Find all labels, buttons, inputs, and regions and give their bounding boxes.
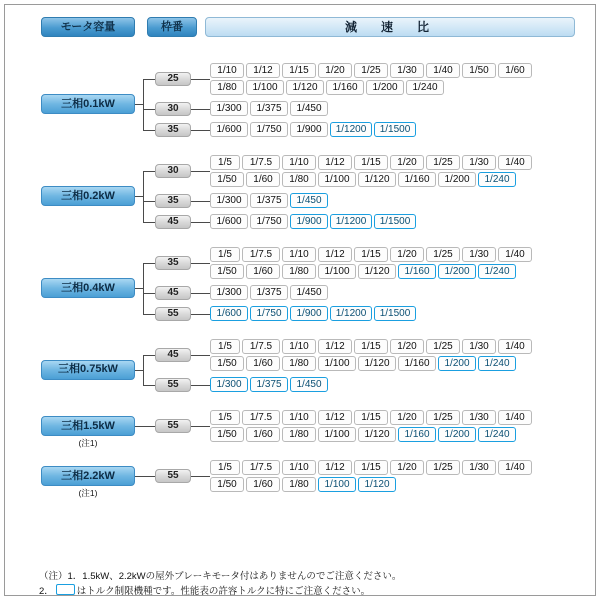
ratio-cell[interactable]: 1/100 [318, 264, 356, 279]
ratio-cell[interactable]: 1/375 [250, 285, 288, 300]
ratio-cell[interactable]: 1/60 [246, 427, 280, 442]
capacity-pill[interactable]: 三相1.5kW [41, 416, 135, 436]
ratio-cell[interactable]: 1/50 [462, 63, 496, 78]
ratio-cell[interactable]: 1/160 [398, 427, 436, 442]
ratio-cell[interactable]: 1/60 [498, 63, 532, 78]
ratio-cell[interactable]: 1/12 [318, 247, 352, 262]
connector-capacity [135, 370, 143, 371]
header-ratio: 減 速 比 [205, 17, 575, 37]
ratio-cell[interactable]: 1/40 [426, 63, 460, 78]
ratio-cell[interactable]: 1/80 [282, 477, 316, 492]
frame-no-pill[interactable]: 35 [155, 194, 191, 208]
ratio-cell[interactable]: 1/7.5 [242, 155, 280, 170]
ratio-cell[interactable]: 1/25 [426, 410, 460, 425]
ratio-cell[interactable]: 1/80 [282, 264, 316, 279]
ratio-cell[interactable]: 1/50 [210, 172, 244, 187]
ratio-cell[interactable]: 1/5 [210, 460, 240, 475]
ratio-cell[interactable]: 1/240 [406, 80, 444, 95]
capacity-group [41, 94, 135, 114]
ratio-cell[interactable]: 1/12 [318, 410, 352, 425]
ratio-cell[interactable]: 1/20 [390, 247, 424, 262]
ratio-cell[interactable]: 1/450 [290, 101, 328, 116]
ratio-cell[interactable]: 1/40 [498, 460, 532, 475]
ratio-cell[interactable]: 1/120 [358, 264, 396, 279]
ratio-cell[interactable]: 1/120 [358, 356, 396, 371]
frame-no-pill[interactable]: 25 [155, 72, 191, 86]
connector-trunk-to-frame [143, 263, 155, 264]
ratio-cell[interactable]: 1/120 [358, 427, 396, 442]
ratio-cell[interactable]: 1/450 [290, 193, 328, 208]
ratio-cell[interactable]: 1/100 [318, 477, 356, 492]
ratio-cell[interactable]: 1/60 [246, 477, 280, 492]
ratio-cell[interactable]: 1/60 [246, 356, 280, 371]
diagram-frame [4, 4, 596, 596]
ratio-cell[interactable]: 1/450 [290, 377, 328, 392]
ratio-cell[interactable]: 1/600 [210, 122, 248, 137]
connector-frame-to-ratio [191, 355, 210, 356]
ratio-cell[interactable]: 1/10 [210, 63, 244, 78]
frame-no-pill[interactable]: 45 [155, 215, 191, 229]
capacity-note: (注1) [78, 488, 98, 498]
frame-no-pill[interactable]: 45 [155, 286, 191, 300]
header-frame-no: 枠番 [147, 17, 197, 37]
ratio-cell[interactable]: 1/80 [282, 427, 316, 442]
frame-no-pill[interactable]: 55 [155, 307, 191, 321]
ratio-cell[interactable]: 1/15 [354, 155, 388, 170]
connector-trunk-to-frame [143, 109, 155, 110]
capacity-pill[interactable]: 三相0.1kW [41, 94, 135, 114]
ratio-cell[interactable]: 1/200 [438, 427, 476, 442]
connector-capacity [135, 476, 143, 477]
ratio-cell[interactable]: 1/30 [462, 247, 496, 262]
ratio-cell[interactable]: 1/120 [286, 80, 324, 95]
connector-trunk-to-frame [143, 201, 155, 202]
ratio-cell[interactable]: 1/80 [210, 80, 244, 95]
frame-no-pill[interactable]: 55 [155, 378, 191, 392]
ratio-cell[interactable]: 1/12 [318, 155, 352, 170]
ratio-cell[interactable]: 1/5 [210, 247, 240, 262]
connector-capacity [135, 196, 143, 197]
ratio-cell[interactable]: 1/240 [478, 264, 516, 279]
frame-no-pill[interactable]: 30 [155, 164, 191, 178]
ratio-cell[interactable]: 1/160 [398, 356, 436, 371]
note-line-2-prefix: 2． [39, 586, 54, 598]
ratio-cell[interactable]: 1/60 [246, 264, 280, 279]
ratio-cell[interactable]: 1/160 [326, 80, 364, 95]
connector-capacity [135, 426, 143, 427]
connector-frame-to-ratio [191, 109, 210, 110]
ratio-cell[interactable]: 1/900 [290, 214, 328, 229]
ratio-cell[interactable]: 1/20 [390, 339, 424, 354]
connector-trunk-vertical [143, 171, 144, 222]
ratio-cell[interactable]: 1/10 [282, 410, 316, 425]
ratio-cell[interactable]: 1/5 [210, 339, 240, 354]
highlight-swatch-icon [56, 584, 75, 595]
ratio-cell[interactable]: 1/30 [462, 410, 496, 425]
connector-frame-to-ratio [191, 79, 210, 80]
ratio-cell[interactable]: 1/25 [426, 460, 460, 475]
frame-no-pill[interactable]: 35 [155, 256, 191, 270]
ratio-cell[interactable]: 1/1200 [330, 122, 372, 137]
connector-frame-to-ratio [191, 130, 210, 131]
ratio-cell[interactable]: 1/240 [478, 172, 516, 187]
ratio-cell[interactable]: 1/100 [246, 80, 284, 95]
ratio-cell[interactable]: 1/80 [282, 172, 316, 187]
ratio-cell[interactable]: 1/300 [210, 193, 248, 208]
ratio-cell[interactable]: 1/7.5 [242, 247, 280, 262]
ratio-cell[interactable]: 1/5 [210, 155, 240, 170]
connector-frame-to-ratio [191, 293, 210, 294]
note-line-2-suffix: はトルク制限機種です。性能表の許容トルクに特にご注意ください。 [76, 586, 371, 598]
ratio-cell[interactable]: 1/375 [250, 193, 288, 208]
ratio-cell[interactable]: 1/1200 [330, 306, 372, 321]
ratio-cell[interactable]: 1/300 [210, 285, 248, 300]
ratio-cell[interactable]: 1/15 [282, 63, 316, 78]
ratio-cell[interactable]: 1/160 [398, 264, 436, 279]
ratio-cell[interactable]: 1/7.5 [242, 410, 280, 425]
ratio-cell[interactable]: 1/12 [246, 63, 280, 78]
ratio-cell[interactable]: 1/5 [210, 410, 240, 425]
ratio-cell[interactable]: 1/120 [358, 477, 396, 492]
ratio-cell[interactable]: 1/200 [438, 172, 476, 187]
ratio-cell[interactable]: 1/80 [282, 356, 316, 371]
ratio-cell[interactable]: 1/12 [318, 460, 352, 475]
ratio-cell[interactable]: 1/40 [498, 155, 532, 170]
ratio-cell[interactable]: 1/50 [210, 356, 244, 371]
ratio-cell[interactable]: 1/25 [354, 63, 388, 78]
ratio-cell[interactable]: 1/15 [354, 460, 388, 475]
connector-frame-to-ratio [191, 385, 210, 386]
connector-trunk-vertical [143, 355, 144, 385]
ratio-cell[interactable]: 1/20 [390, 460, 424, 475]
connector-trunk-to-frame [143, 171, 155, 172]
ratio-cell[interactable]: 1/200 [366, 80, 404, 95]
connector-frame-to-ratio [191, 201, 210, 202]
capacity-pill[interactable]: 三相0.2kW [41, 186, 135, 206]
connector-frame-to-ratio [191, 171, 210, 172]
connector-trunk-vertical [143, 79, 144, 130]
capacity-group [41, 186, 135, 206]
connector-trunk-to-frame [143, 385, 155, 386]
capacity-group [41, 360, 135, 380]
ratio-cell[interactable]: 1/375 [250, 377, 288, 392]
ratio-cell[interactable]: 1/15 [354, 247, 388, 262]
connector-trunk-to-frame [143, 293, 155, 294]
ratio-cell[interactable]: 1/30 [462, 339, 496, 354]
connector-frame-to-ratio [191, 476, 210, 477]
note-line-1: （注）1．1.5kW、2.2kWの屋外ブレーキモータ付はありませんのでご注意ください。 [39, 571, 402, 582]
connector-trunk-vertical [143, 263, 144, 314]
connector-trunk-to-frame [143, 426, 155, 427]
capacity-group [41, 278, 135, 298]
ratio-cell[interactable]: 1/240 [478, 356, 516, 371]
ratio-cell[interactable]: 1/10 [282, 247, 316, 262]
ratio-cell[interactable]: 1/12 [318, 339, 352, 354]
connector-frame-to-ratio [191, 314, 210, 315]
ratio-cell[interactable]: 1/30 [462, 460, 496, 475]
ratio-cell[interactable]: 1/1500 [374, 306, 416, 321]
ratio-cell[interactable]: 1/450 [290, 285, 328, 300]
ratio-cell[interactable]: 1/60 [246, 172, 280, 187]
connector-frame-to-ratio [191, 263, 210, 264]
ratio-cell[interactable]: 1/1500 [374, 214, 416, 229]
ratio-cell[interactable]: 1/10 [282, 155, 316, 170]
header-motor-capacity: モータ容量 [41, 17, 135, 37]
connector-trunk-to-frame [143, 314, 155, 315]
ratio-cell[interactable]: 1/750 [250, 214, 288, 229]
capacity-group [41, 416, 135, 449]
ratio-cell[interactable]: 1/50 [210, 477, 244, 492]
connector-trunk-to-frame [143, 130, 155, 131]
ratio-cell[interactable]: 1/300 [210, 377, 248, 392]
connector-capacity [135, 104, 143, 105]
ratio-cell[interactable]: 1/100 [318, 356, 356, 371]
frame-no-pill[interactable]: 35 [155, 123, 191, 137]
ratio-cell[interactable]: 1/100 [318, 427, 356, 442]
ratio-cell[interactable]: 1/600 [210, 214, 248, 229]
ratio-cell[interactable]: 1/900 [290, 306, 328, 321]
ratio-cell[interactable]: 1/1200 [330, 214, 372, 229]
ratio-cell[interactable]: 1/200 [438, 264, 476, 279]
frame-no-pill[interactable]: 30 [155, 102, 191, 116]
ratio-cell[interactable]: 1/50 [210, 264, 244, 279]
connector-trunk-to-frame [143, 222, 155, 223]
ratio-cell[interactable]: 1/20 [390, 410, 424, 425]
ratio-cell[interactable]: 1/40 [498, 339, 532, 354]
ratio-cell[interactable]: 1/20 [390, 155, 424, 170]
notes-block [39, 570, 401, 600]
connector-trunk-to-frame [143, 355, 155, 356]
connector-frame-to-ratio [191, 222, 210, 223]
capacity-note: (注1) [78, 438, 98, 448]
ratio-cell[interactable]: 1/1500 [374, 122, 416, 137]
ratio-cell[interactable]: 1/100 [318, 172, 356, 187]
ratio-cell[interactable]: 1/7.5 [242, 339, 280, 354]
ratio-cell[interactable]: 1/50 [210, 427, 244, 442]
ratio-cell[interactable]: 1/30 [462, 155, 496, 170]
capacity-group [41, 466, 135, 499]
capacity-pill[interactable]: 三相2.2kW [41, 466, 135, 486]
ratio-cell[interactable]: 1/300 [210, 101, 248, 116]
ratio-cell[interactable]: 1/40 [498, 410, 532, 425]
ratio-cell[interactable]: 1/240 [478, 427, 516, 442]
ratio-cell[interactable]: 1/160 [398, 172, 436, 187]
ratio-cell[interactable]: 1/40 [498, 247, 532, 262]
ratio-cell[interactable]: 1/600 [210, 306, 248, 321]
connector-capacity [135, 288, 143, 289]
ratio-cell[interactable]: 1/25 [426, 155, 460, 170]
ratio-cell[interactable]: 1/750 [250, 122, 288, 137]
note-line-2 [39, 584, 401, 599]
connector-frame-to-ratio [191, 426, 210, 427]
frame-no-pill[interactable]: 45 [155, 348, 191, 362]
ratio-cell[interactable]: 1/750 [250, 306, 288, 321]
ratio-cell[interactable]: 1/120 [358, 172, 396, 187]
ratio-cell[interactable]: 1/10 [282, 460, 316, 475]
ratio-cell[interactable]: 1/15 [354, 339, 388, 354]
connector-trunk-to-frame [143, 79, 155, 80]
ratio-cell[interactable]: 1/900 [290, 122, 328, 137]
ratio-cell[interactable]: 1/30 [390, 63, 424, 78]
ratio-cell[interactable]: 1/375 [250, 101, 288, 116]
capacity-pill[interactable]: 三相0.4kW [41, 278, 135, 298]
ratio-cell[interactable]: 1/10 [282, 339, 316, 354]
ratio-cell[interactable]: 1/15 [354, 410, 388, 425]
ratio-cell[interactable]: 1/25 [426, 339, 460, 354]
ratio-cell[interactable]: 1/20 [318, 63, 352, 78]
connector-trunk-to-frame [143, 476, 155, 477]
ratio-cell[interactable]: 1/25 [426, 247, 460, 262]
frame-no-pill[interactable]: 55 [155, 469, 191, 483]
ratio-cell[interactable]: 1/7.5 [242, 460, 280, 475]
frame-no-pill[interactable]: 55 [155, 419, 191, 433]
ratio-cell[interactable]: 1/200 [438, 356, 476, 371]
capacity-pill[interactable]: 三相0.75kW [41, 360, 135, 380]
